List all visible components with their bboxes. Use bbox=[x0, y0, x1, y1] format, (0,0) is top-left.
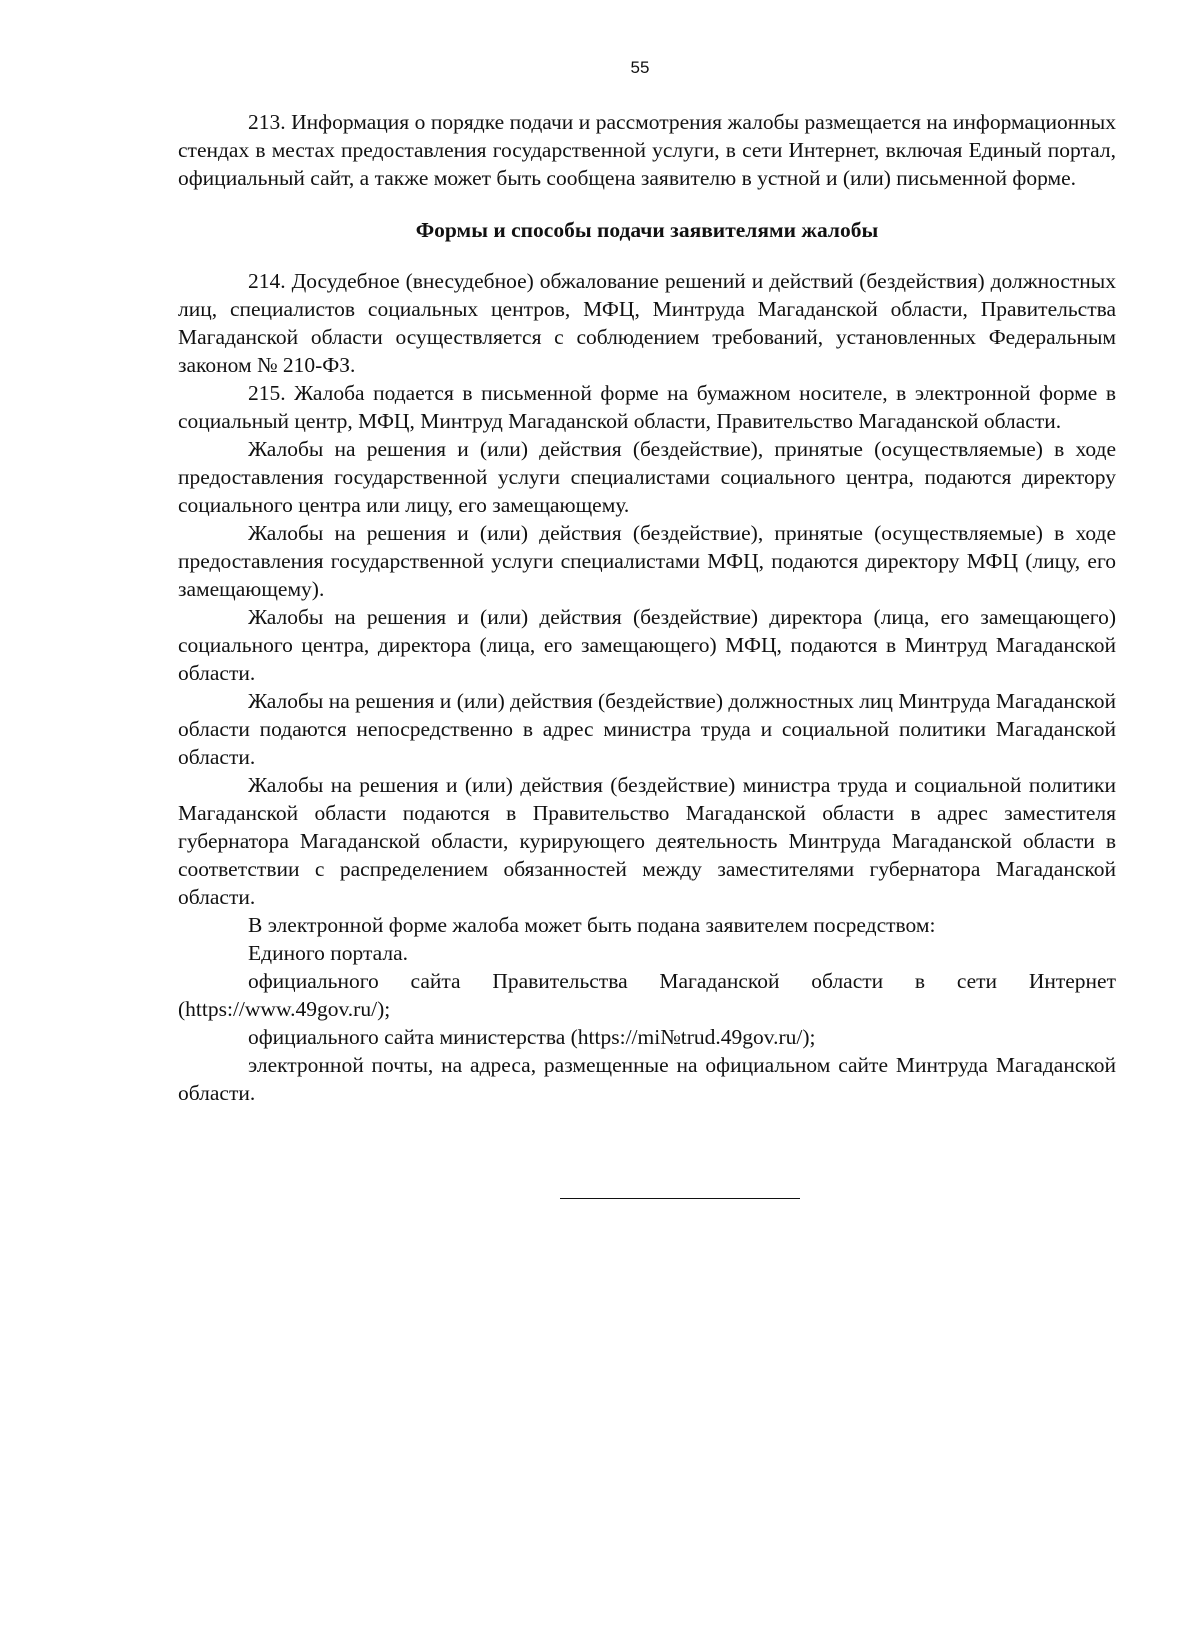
section-heading: Формы и способы подачи заявителями жалобы bbox=[415, 218, 879, 242]
paragraph-electronic-form: В электронной форме жалоба может быть подана заявителем посредством: bbox=[248, 913, 936, 937]
paragraph-officials-complaints: Жалобы на решения и (или) действия (бездействие) должностных лиц Минтруда Магаданской области подаются непосредственно в адрес министра труда и социальной политики Магаданской области. bbox=[178, 689, 1116, 769]
end-divider bbox=[560, 1198, 800, 1199]
paragraph-mfc-complaints: Жалобы на решения и (или) действия (бездействие), принятые (осуществляемые) в ходе предоставления государственной услуги специалистами МФЦ, подаются директору МФЦ (лицу, его замещающему). bbox=[178, 521, 1116, 601]
list-item-portal: Единого портала. bbox=[248, 941, 409, 965]
list-item-ministry-site: официального сайта министерства (https://mi№trud.49gov.ru/); bbox=[248, 1025, 816, 1049]
paragraph-215: 215. Жалоба подается в письменной форме на бумажном носителе, в электронной форме в социальный центр, МФЦ, Минтруд Магаданской области, Правительство Магаданской области. bbox=[178, 381, 1116, 433]
paragraph-minister-complaints: Жалобы на решения и (или) действия (бездействие) министра труда и социальной политики Магаданской области подаются в Правительство Магаданской области в адрес заместителя губернатора Магаданской области, курирующего деятельность Минтруда Магаданской области в соответствии с распределением обязанностей между заместителями губернатора Магаданской области. bbox=[178, 773, 1116, 909]
page-number: 55 bbox=[630, 58, 650, 77]
paragraph-director-complaints: Жалобы на решения и (или) действия (бездействие) директора (лица, его замещающего) социального центра, директора (лица, его замещающего) МФЦ, подаются в Минтруд Магаданской области. bbox=[178, 605, 1116, 685]
list-item-email: электронной почты, на адреса, размещенные на официальном сайте Минтруда Магаданской области. bbox=[178, 1053, 1116, 1105]
paragraph-214: 214. Досудебное (внесудебное) обжалование решений и действий (бездействия) должностных лиц, специалистов социальных центров, МФЦ, Минтруда Магаданской области, Правительства Магаданской области осуществляется с соблюдением требований, установленных Федеральным законом № 210-ФЗ. bbox=[178, 269, 1116, 377]
paragraph-social-center-complaints: Жалобы на решения и (или) действия (бездействие), принятые (осуществляемые) в ходе предоставления государственной услуги специалистами социального центра, подаются директору социального центра или лицу, его замещающему. bbox=[178, 437, 1116, 517]
document-body bbox=[178, 108, 1116, 1107]
list-item-government-site: официального сайта Правительства Магаданской области в сети Интернет (https://www.49gov.ru/); bbox=[178, 969, 1116, 1021]
paragraph-213: 213. Информация о порядке подачи и рассмотрения жалобы размещается на информационных стендах в местах предоставления государственной услуги, в сети Интернет, включая Единый портал, официальный сайт, а также может быть сообщена заявителю в устной и (или) письменной форме. bbox=[178, 110, 1116, 190]
